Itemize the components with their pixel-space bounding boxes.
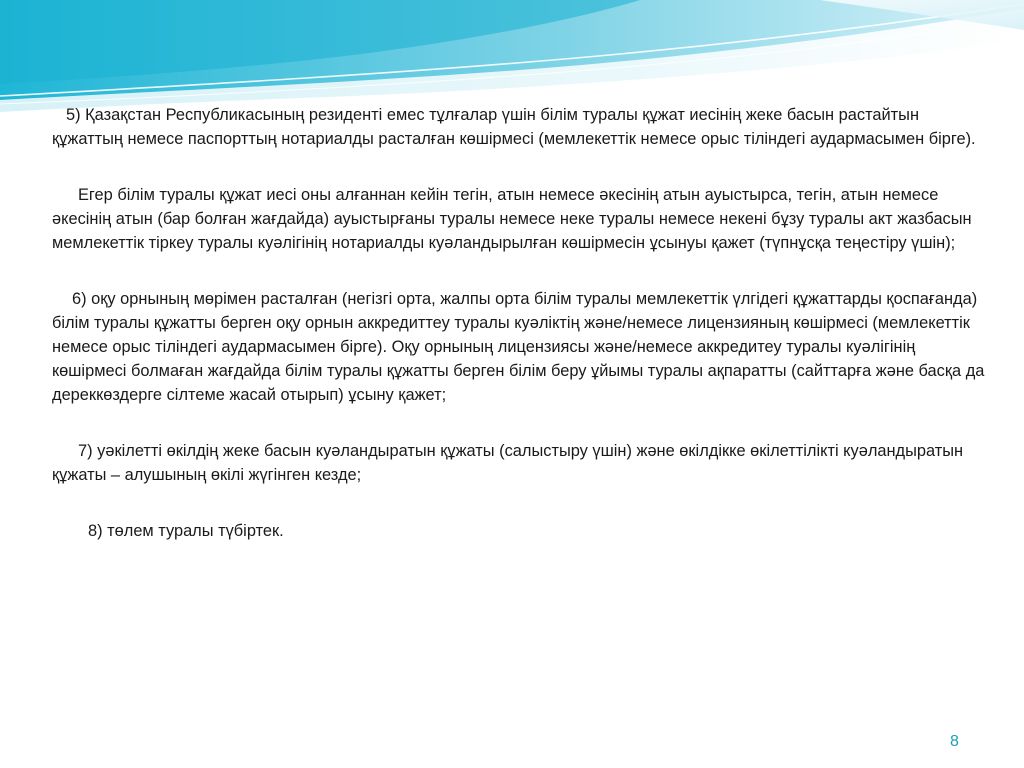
- paragraph-item-7: 7) уәкілетті өкілдің жеке басын куәландыратын құжаты (салыстыру үшін) және өкілдікке өкілеттілікті куәландыратын құжаты – алушының өкілі жүгінген кезде;: [52, 442, 964, 484]
- paragraph-item-8: 8) төлем туралы түбіртек.: [88, 522, 284, 540]
- slide-body: [52, 103, 987, 543]
- page-number: 8: [950, 733, 959, 750]
- paragraph-name-change: Егер білім туралы құжат иесі оны алғаннан кейін тегін, атын немесе әкесінің атын ауыстырса, тегін, атын немесе әкесінің атын (бар болған жағдайда) ауыстырғаны туралы немесе неке туралы немесе некені бұзу туралы акт жазбасын мемлекеттік тіркеу туралы куәлігінің нотариалды куәландырылған көшірмесін ұсынуы қажет (түпнұсқа теңестіру үшін);: [52, 186, 972, 252]
- paragraph-item-5: 5) Қазақстан Республикасының резиденті емес тұлғалар үшін білім туралы құжат иесінің жеке басын растайтын құжаттың немесе паспорттың нотариалды расталған көшірмесі (мемлекеттік немесе орыс тіліндегі аудармасымен бірге).: [52, 106, 976, 148]
- paragraph-item-6: 6) оқу орнының мөрімен расталған (негізгі орта, жалпы орта білім туралы мемлекеттік үлгідегі құжаттарды қоспағанда) білім туралы құжатты берген оқу орнын аккредиттеу туралы куәліктің және/немесе лицензияның көшірмесі (мемлекеттік немесе орыс тіліндегі аудармасымен бірге). Оқу орнының лицензиясы және/немесе аккредитеу туралы куәлігінің көшірмесі болмаған жағдайда білім туралы құжатты берген білім беру ұйымы туралы ақпаратты (сайттарға және басқа да дереккөздерге сілтеме жасай отырып) ұсыну қажет;: [52, 290, 985, 404]
